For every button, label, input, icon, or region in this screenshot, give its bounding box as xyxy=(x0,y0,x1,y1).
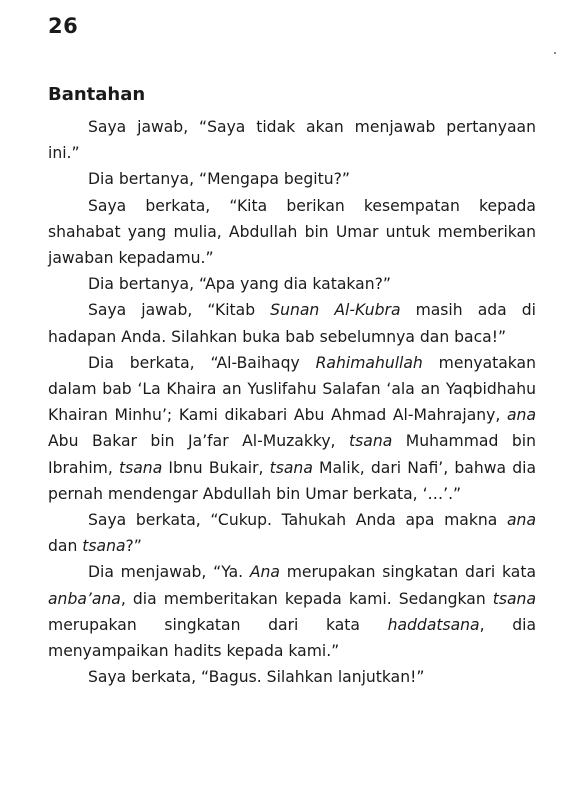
italic-term: tsana xyxy=(492,589,536,608)
paragraph xyxy=(48,271,536,297)
paragraph xyxy=(48,114,536,166)
paragraph xyxy=(48,507,536,559)
italic-term: tsana xyxy=(82,537,126,556)
text-segment: Saya jawab, “Kitab xyxy=(88,301,271,320)
text-segment: Muhammad bin Ibrahim, xyxy=(48,432,536,477)
text-segment: Saya berkata, “Bagus. Silahkan lanjutkan!” xyxy=(88,668,425,687)
text-segment: Saya berkata, “Cukup. Tahukah Anda apa makna xyxy=(88,511,507,530)
text-segment: , dia menyampaikan hadits kepada kami.” xyxy=(48,615,536,661)
text-segment: , dia memberitakan kepada kami. Sedangkan xyxy=(120,589,493,608)
text-segment: Malik, dari Nafi’, bahwa dia pernah mendengar Abdullah bin Umar berkata, ‘…’.” xyxy=(48,458,536,503)
text-segment: Abu Bakar bin Ja’far Al-Muzakky, xyxy=(48,432,350,451)
italic-term: anba’ana xyxy=(48,589,121,608)
italic-term: tsana xyxy=(349,432,393,451)
italic-term: haddatsana xyxy=(387,615,480,634)
text-segment: Dia menjawab, “Ya. xyxy=(88,563,250,582)
text-segment: Dia berkata, “Al-Baihaqy xyxy=(88,353,316,372)
paragraph xyxy=(48,297,536,349)
text-segment: ?” xyxy=(125,537,142,556)
page-number: 26 xyxy=(48,14,79,38)
text-segment: merupakan singkatan dari kata xyxy=(48,615,388,634)
italic-term: tsana xyxy=(269,458,313,477)
italic-term: tsana xyxy=(119,458,163,477)
text-segment: masih ada di hadapan Anda. Silahkan buka bab sebelumnya dan baca!” xyxy=(48,301,536,346)
text-segment: Ibnu Bukair, xyxy=(162,458,270,477)
text-segment: merupakan singkatan dari kata xyxy=(279,563,536,582)
paragraph xyxy=(48,193,536,272)
text-segment: Saya jawab, “Saya tidak akan menjawab pertanyaan ini.” xyxy=(48,118,536,163)
paragraph xyxy=(48,166,536,192)
text-segment: dan xyxy=(48,537,83,556)
body-text xyxy=(48,114,536,690)
italic-term: Sunan Al-Kubra xyxy=(270,301,401,320)
text-segment: Dia bertanya, “Mengapa begitu?” xyxy=(88,170,350,189)
italic-term: Rahimahullah xyxy=(315,353,423,372)
text-segment: menyatakan dalam bab ‘La Khaira an Yuslifahu Salafan ‘ala an Yaqbidhahu Khairan Minhu’; Kami dikabari Abu Ahmad Al-Mahrajany, xyxy=(48,353,536,425)
paragraph xyxy=(48,664,536,690)
margin-mark xyxy=(554,52,556,54)
section-heading: Bantahan xyxy=(48,84,146,105)
italic-term: ana xyxy=(507,511,536,530)
text-segment: Dia bertanya, “Apa yang dia katakan?” xyxy=(88,275,391,294)
text-segment: Saya berkata, “Kita berikan kesempatan kepada shahabat yang mulia, Abdullah bin Umar untuk memberikan jawaban kepadamu.” xyxy=(48,196,536,268)
paragraph xyxy=(48,559,536,664)
italic-term: ana xyxy=(507,406,536,425)
italic-term: Ana xyxy=(249,563,280,582)
paragraph xyxy=(48,350,536,507)
